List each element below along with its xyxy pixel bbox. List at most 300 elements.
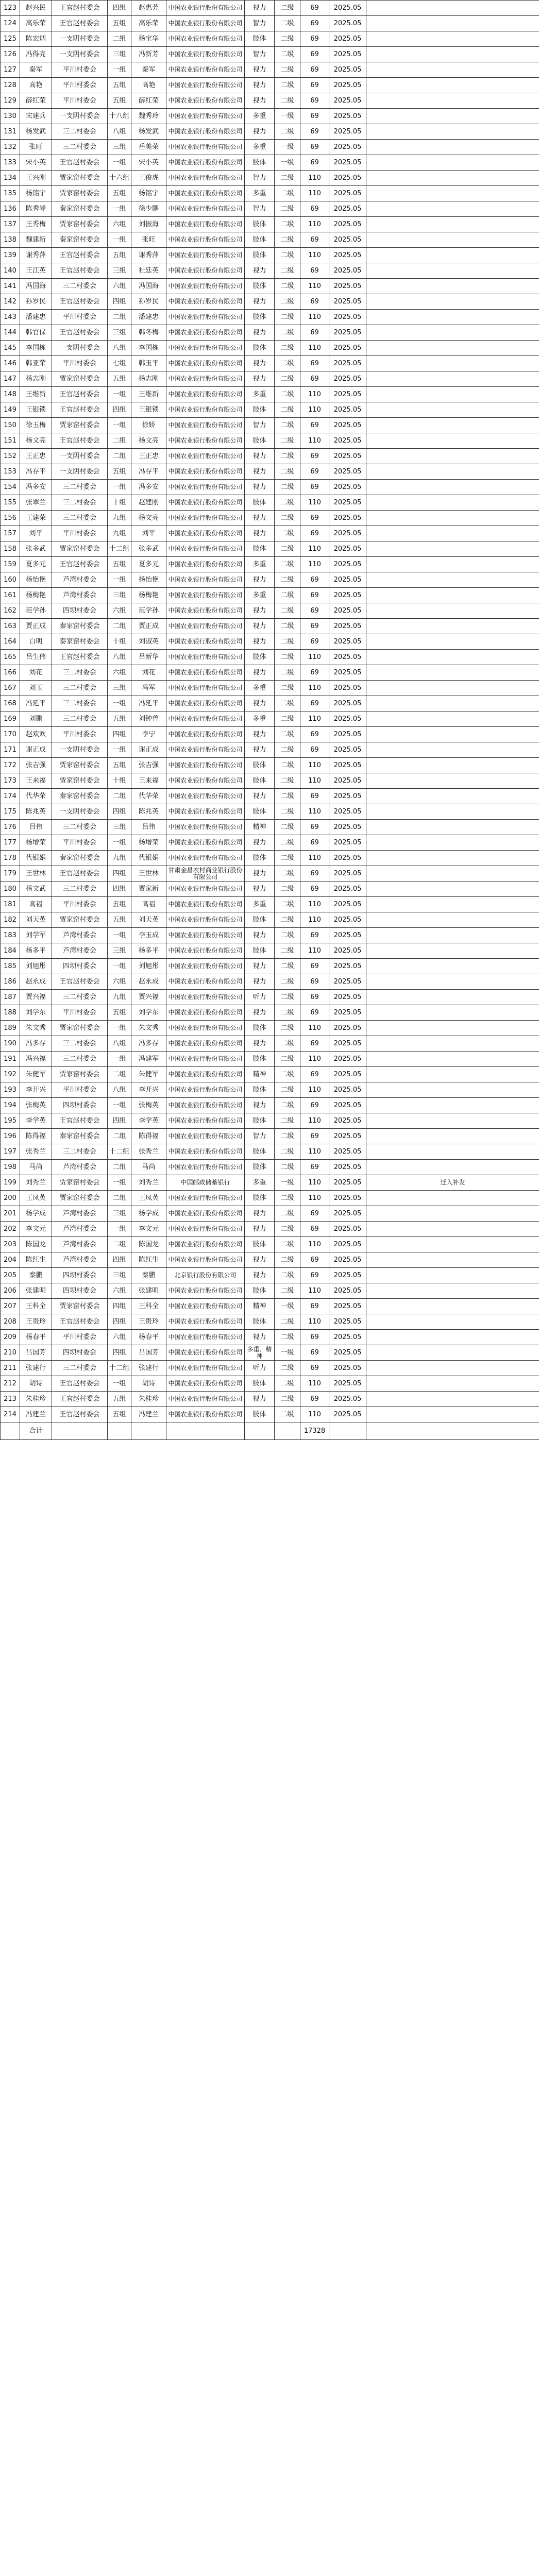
village-cell: 王官赵村委会 (52, 1113, 108, 1129)
bank-cell: 中国农业银行股份有限公司 (166, 742, 245, 758)
name-cell: 张吉强 (20, 758, 52, 773)
index-cell: 139 (1, 248, 20, 263)
month-cell: 2025.05 (329, 232, 366, 248)
month-cell: 2025.05 (329, 1252, 366, 1268)
group-cell: 一组 (108, 696, 131, 711)
bank-cell: 中国农业银行股份有限公司 (166, 1252, 245, 1268)
bank-cell: 中国农业银行股份有限公司 (166, 1021, 245, 1036)
remark-cell (366, 480, 539, 495)
name-cell: 高乐荣 (20, 16, 52, 31)
payee-cell: 王银锁 (131, 402, 166, 418)
level-cell: 二级 (275, 93, 300, 109)
remark-cell (366, 928, 539, 943)
level-cell: 二级 (275, 201, 300, 217)
category-cell: 视力 (245, 882, 275, 897)
table-row (1, 279, 539, 294)
remark-cell (366, 1283, 539, 1299)
table-row (1, 1345, 539, 1361)
bank-cell: 中国农业银行股份有限公司 (166, 1330, 245, 1345)
category-cell: 肢体 (245, 773, 275, 789)
category-cell: 肢体 (245, 1144, 275, 1160)
remark-cell (366, 1361, 539, 1376)
index-cell: 155 (1, 495, 20, 511)
category-cell: 智力 (245, 171, 275, 186)
index-cell: 162 (1, 603, 20, 619)
month-cell: 2025.05 (329, 186, 366, 201)
village-cell: 四坝村委会 (52, 1098, 108, 1113)
remark-cell (366, 1021, 539, 1036)
payee-cell: 冯军 (131, 681, 166, 696)
village-cell: 平川村委会 (52, 78, 108, 93)
remark-cell (366, 201, 539, 217)
amount-cell: 110 (300, 804, 329, 820)
payee-cell: 朱健军 (131, 1067, 166, 1082)
level-cell: 二级 (275, 78, 300, 93)
village-cell: 平川村委会 (52, 356, 108, 371)
payee-cell: 刘振海 (131, 217, 166, 232)
bank-cell: 中国农业银行股份有限公司 (166, 217, 245, 232)
amount-cell: 69 (300, 356, 329, 371)
amount-cell: 110 (300, 1191, 329, 1206)
name-cell: 赵永成 (20, 974, 52, 990)
village-cell: 芦湾村委会 (52, 943, 108, 959)
index-cell: 147 (1, 371, 20, 387)
name-cell: 杨志刚 (20, 371, 52, 387)
category-cell: 肢体 (245, 1052, 275, 1067)
category-cell: 多重 (245, 140, 275, 155)
village-cell: 贾家窑村委会 (52, 186, 108, 201)
name-cell: 张秀兰 (20, 1144, 52, 1160)
amount-cell: 69 (300, 588, 329, 603)
village-cell: 三二村委会 (52, 820, 108, 835)
index-cell: 130 (1, 109, 20, 124)
level-cell: 二级 (275, 1206, 300, 1222)
payee-cell: 贾正成 (131, 619, 166, 634)
bank-cell: 中国农业银行股份有限公司 (166, 804, 245, 820)
amount-cell: 69 (300, 1206, 329, 1222)
level-cell: 二级 (275, 1036, 300, 1052)
payee-cell: 陈兆英 (131, 804, 166, 820)
index-cell: 129 (1, 93, 20, 109)
name-cell: 高福 (20, 897, 52, 912)
payee-cell: 刘学东 (131, 1005, 166, 1021)
bank-cell: 中国农业银行股份有限公司 (166, 78, 245, 93)
amount-cell: 69 (300, 974, 329, 990)
table-row (1, 171, 539, 186)
month-cell: 2025.05 (329, 882, 366, 897)
village-cell: 王官赵村委会 (52, 294, 108, 310)
category-cell: 视力 (245, 511, 275, 526)
group-cell: 十组 (108, 495, 131, 511)
table-row (1, 866, 539, 882)
bank-cell: 中国农业银行股份有限公司 (166, 294, 245, 310)
remark-cell (366, 495, 539, 511)
category-cell: 精神 (245, 820, 275, 835)
remark-cell (366, 1, 539, 16)
remark-cell (366, 990, 539, 1005)
amount-cell: 69 (300, 990, 329, 1005)
level-cell: 二级 (275, 665, 300, 681)
category-cell: 视力 (245, 634, 275, 650)
bank-cell: 中国农业银行股份有限公司 (166, 959, 245, 974)
level-cell: 二级 (275, 1222, 300, 1237)
category-cell: 智力 (245, 47, 275, 62)
bank-cell: 北京银行股份有限公司 (166, 1268, 245, 1283)
table-row (1, 959, 539, 974)
index-cell: 191 (1, 1052, 20, 1067)
name-cell: 吕生伟 (20, 650, 52, 665)
remark-cell (366, 263, 539, 279)
name-cell: 张翠兰 (20, 495, 52, 511)
group-cell: 五组 (108, 93, 131, 109)
group-cell: 二组 (108, 619, 131, 634)
level-cell: 二级 (275, 480, 300, 495)
category-cell: 肢体 (245, 310, 275, 325)
category-cell: 肢体 (245, 248, 275, 263)
bank-cell: 中国农业银行股份有限公司 (166, 248, 245, 263)
payee-cell: 杨学成 (131, 1206, 166, 1222)
remark-cell (366, 1067, 539, 1082)
remark-cell (366, 1376, 539, 1392)
name-cell: 李开兴 (20, 1082, 52, 1098)
amount-cell: 69 (300, 232, 329, 248)
month-cell: 2025.05 (329, 1175, 366, 1191)
remark-cell (366, 47, 539, 62)
village-cell: 秦家窑村委会 (52, 1129, 108, 1144)
month-cell: 2025.05 (329, 1, 366, 16)
category-cell: 肢体 (245, 1283, 275, 1299)
payee-cell: 杨文亮 (131, 511, 166, 526)
table-row (1, 62, 539, 78)
amount-cell: 110 (300, 912, 329, 928)
name-cell: 宋小英 (20, 155, 52, 171)
table-row (1, 1129, 539, 1144)
category-cell: 视力 (245, 603, 275, 619)
bank-cell: 中国农业银行股份有限公司 (166, 912, 245, 928)
village-cell: 王官赵村委会 (52, 16, 108, 31)
index-cell: 123 (1, 1, 20, 16)
remark-cell (366, 804, 539, 820)
month-cell: 2025.05 (329, 1361, 366, 1376)
bank-cell: 中国农业银行股份有限公司 (166, 371, 245, 387)
group-cell: 一组 (108, 387, 131, 402)
name-cell: 杨发武 (20, 124, 52, 140)
index-cell: 137 (1, 217, 20, 232)
level-cell: 二级 (275, 1021, 300, 1036)
group-cell: 四组 (108, 1299, 131, 1314)
group-cell: 九组 (108, 851, 131, 866)
name-cell: 朱文秀 (20, 1021, 52, 1036)
month-cell: 2025.05 (329, 449, 366, 464)
level-cell: 二级 (275, 959, 300, 974)
level-cell: 二级 (275, 47, 300, 62)
name-cell: 秦鹏 (20, 1268, 52, 1283)
bank-cell: 中国农业银行股份有限公司 (166, 1144, 245, 1160)
remark-cell (366, 402, 539, 418)
index-cell: 173 (1, 773, 20, 789)
amount-cell: 110 (300, 1237, 329, 1252)
table-row (1, 93, 539, 109)
payee-cell: 杨春平 (131, 1330, 166, 1345)
village-cell: 秦家窑村委会 (52, 634, 108, 650)
group-cell: 一组 (108, 959, 131, 974)
level-cell: 二级 (275, 711, 300, 727)
total-index-cell (1, 1422, 20, 1440)
month-cell: 2025.05 (329, 1283, 366, 1299)
level-cell: 二级 (275, 402, 300, 418)
table-row (1, 603, 539, 619)
amount-cell: 69 (300, 263, 329, 279)
name-cell: 王江英 (20, 263, 52, 279)
group-cell: 二组 (108, 449, 131, 464)
payee-cell: 李国栋 (131, 341, 166, 356)
month-cell: 2025.05 (329, 588, 366, 603)
village-cell: 芦湾村委会 (52, 1222, 108, 1237)
payee-cell: 冯建兰 (131, 1407, 166, 1422)
remark-cell (366, 526, 539, 541)
index-cell: 144 (1, 325, 20, 341)
amount-cell: 69 (300, 294, 329, 310)
name-cell: 王贵玲 (20, 1314, 52, 1330)
month-cell: 2025.05 (329, 294, 366, 310)
amount-cell: 110 (300, 310, 329, 325)
index-cell: 177 (1, 835, 20, 851)
name-cell: 张建行 (20, 1361, 52, 1376)
level-cell: 二级 (275, 1407, 300, 1422)
index-cell: 138 (1, 232, 20, 248)
group-cell: 一组 (108, 155, 131, 171)
category-cell: 肢体 (245, 804, 275, 820)
village-cell: 三二村委会 (52, 495, 108, 511)
month-cell: 2025.05 (329, 93, 366, 109)
table-row (1, 402, 539, 418)
category-cell: 肢体 (245, 1113, 275, 1129)
amount-cell: 69 (300, 1098, 329, 1113)
month-cell: 2025.05 (329, 1036, 366, 1052)
month-cell: 2025.05 (329, 495, 366, 511)
amount-cell: 110 (300, 851, 329, 866)
index-cell: 153 (1, 464, 20, 480)
name-cell: 刘天英 (20, 912, 52, 928)
bank-cell: 中国农业银行股份有限公司 (166, 341, 245, 356)
table-row (1, 882, 539, 897)
bank-cell: 中国农业银行股份有限公司 (166, 557, 245, 572)
index-cell: 133 (1, 155, 20, 171)
category-cell: 肢体 (245, 1021, 275, 1036)
remark-cell (366, 851, 539, 866)
category-cell: 视力 (245, 93, 275, 109)
payee-cell: 张多武 (131, 541, 166, 557)
amount-cell: 69 (300, 1036, 329, 1052)
payee-cell: 马尚 (131, 1160, 166, 1175)
payee-cell: 张旺 (131, 232, 166, 248)
name-cell: 刘学东 (20, 1005, 52, 1021)
table-row (1, 480, 539, 495)
level-cell: 二级 (275, 232, 300, 248)
payee-cell: 冯国海 (131, 279, 166, 294)
remark-cell (366, 1129, 539, 1144)
village-cell: 一支阴村委会 (52, 742, 108, 758)
bank-cell: 中国农业银行股份有限公司 (166, 1082, 245, 1098)
name-cell: 杨多平 (20, 943, 52, 959)
index-cell: 169 (1, 711, 20, 727)
remark-cell (366, 325, 539, 341)
bank-cell: 中国农业银行股份有限公司 (166, 418, 245, 433)
index-cell: 171 (1, 742, 20, 758)
bank-cell: 中国农业银行股份有限公司 (166, 1361, 245, 1376)
category-cell: 多重 (245, 1175, 275, 1191)
group-cell: 一组 (108, 201, 131, 217)
category-cell: 视力 (245, 263, 275, 279)
month-cell: 2025.05 (329, 1129, 366, 1144)
amount-cell: 69 (300, 1345, 329, 1361)
table-row (1, 1237, 539, 1252)
month-cell: 2025.05 (329, 1191, 366, 1206)
level-cell: 二级 (275, 851, 300, 866)
category-cell: 肢体 (245, 943, 275, 959)
village-cell: 平川村委会 (52, 1082, 108, 1098)
category-cell: 肢体 (245, 541, 275, 557)
table-row (1, 1, 539, 16)
village-cell: 贾家窑村委会 (52, 418, 108, 433)
index-cell: 160 (1, 572, 20, 588)
group-cell: 三组 (108, 1268, 131, 1283)
index-cell: 205 (1, 1268, 20, 1283)
name-cell: 冯存平 (20, 464, 52, 480)
group-cell: 一组 (108, 1175, 131, 1191)
bank-cell: 中国农业银行股份有限公司 (166, 62, 245, 78)
village-cell: 王官赵村委会 (52, 433, 108, 449)
village-cell: 芦湾村委会 (52, 928, 108, 943)
name-cell: 赵欢欢 (20, 727, 52, 742)
level-cell: 二级 (275, 1392, 300, 1407)
name-cell: 贾正成 (20, 619, 52, 634)
category-cell: 多重 (245, 186, 275, 201)
month-cell: 2025.05 (329, 696, 366, 711)
level-cell: 二级 (275, 171, 300, 186)
group-cell: 六组 (108, 603, 131, 619)
category-cell: 听力 (245, 1361, 275, 1376)
bank-cell: 中国农业银行股份有限公司 (166, 541, 245, 557)
category-cell: 肢体 (245, 232, 275, 248)
category-cell: 视力 (245, 928, 275, 943)
group-cell: 五组 (108, 16, 131, 31)
month-cell: 2025.05 (329, 681, 366, 696)
table-row (1, 217, 539, 232)
category-cell: 肢体 (245, 279, 275, 294)
month-cell: 2025.05 (329, 943, 366, 959)
name-cell: 冯兴福 (20, 1052, 52, 1067)
name-cell: 陈兆英 (20, 804, 52, 820)
month-cell: 2025.05 (329, 1268, 366, 1283)
remark-cell (366, 897, 539, 912)
table-row (1, 758, 539, 773)
table-row (1, 990, 539, 1005)
amount-cell: 69 (300, 603, 329, 619)
amount-cell: 110 (300, 1175, 329, 1191)
level-cell: 二级 (275, 696, 300, 711)
total-label: 合计 (20, 1422, 52, 1440)
month-cell: 2025.05 (329, 603, 366, 619)
group-cell: 五组 (108, 711, 131, 727)
index-cell: 213 (1, 1392, 20, 1407)
amount-cell: 69 (300, 62, 329, 78)
bank-cell: 中国农业银行股份有限公司 (166, 449, 245, 464)
amount-cell: 69 (300, 1160, 329, 1175)
village-cell: 三二村委会 (52, 279, 108, 294)
name-cell: 谢秀萍 (20, 248, 52, 263)
name-cell: 杨铭宇 (20, 186, 52, 201)
village-cell: 芦湾村委会 (52, 1206, 108, 1222)
name-cell: 刘秀兰 (20, 1175, 52, 1191)
index-cell: 214 (1, 1407, 20, 1422)
group-cell: 四组 (108, 294, 131, 310)
category-cell: 多重、精神 (245, 1345, 275, 1361)
group-cell: 六组 (108, 1330, 131, 1345)
group-cell: 四组 (108, 1, 131, 16)
remark-cell (366, 1036, 539, 1052)
category-cell: 肢体 (245, 758, 275, 773)
category-cell: 多重 (245, 557, 275, 572)
table-row (1, 1330, 539, 1345)
category-cell: 视力 (245, 62, 275, 78)
village-cell: 芦湾村委会 (52, 1237, 108, 1252)
month-cell: 2025.05 (329, 804, 366, 820)
group-cell: 五组 (108, 464, 131, 480)
level-cell: 二级 (275, 31, 300, 47)
table-row (1, 109, 539, 124)
remark-cell (366, 31, 539, 47)
amount-cell: 69 (300, 835, 329, 851)
index-cell: 131 (1, 124, 20, 140)
index-cell: 157 (1, 526, 20, 541)
category-cell: 视力 (245, 371, 275, 387)
group-cell: 四组 (108, 882, 131, 897)
table-row (1, 1299, 539, 1314)
level-cell: 二级 (275, 325, 300, 341)
level-cell: 二级 (275, 449, 300, 464)
index-cell: 208 (1, 1314, 20, 1330)
village-cell: 平川村委会 (52, 1005, 108, 1021)
month-cell: 2025.05 (329, 78, 366, 93)
index-cell: 178 (1, 851, 20, 866)
group-cell: 三组 (108, 47, 131, 62)
name-cell: 高艳 (20, 78, 52, 93)
index-cell: 211 (1, 1361, 20, 1376)
payee-cell: 朱桂珍 (131, 1392, 166, 1407)
table-row (1, 974, 539, 990)
level-cell: 二级 (275, 758, 300, 773)
amount-cell: 110 (300, 495, 329, 511)
village-cell: 三二村委会 (52, 665, 108, 681)
name-cell: 胡诗 (20, 1376, 52, 1392)
village-cell: 三二村委会 (52, 480, 108, 495)
category-cell: 多重 (245, 711, 275, 727)
payee-cell: 王凤英 (131, 1191, 166, 1206)
index-cell: 149 (1, 402, 20, 418)
level-cell: 二级 (275, 820, 300, 835)
payee-cell: 冯多存 (131, 1036, 166, 1052)
table-row (1, 371, 539, 387)
payee-cell: 陈国龙 (131, 1237, 166, 1252)
village-cell: 平川村委会 (52, 1330, 108, 1345)
bank-cell: 中国农业银行股份有限公司 (166, 1206, 245, 1222)
level-cell: 二级 (275, 943, 300, 959)
bank-cell: 中国农业银行股份有限公司 (166, 1191, 245, 1206)
index-cell: 185 (1, 959, 20, 974)
payee-cell: 代银娟 (131, 851, 166, 866)
index-cell: 182 (1, 912, 20, 928)
